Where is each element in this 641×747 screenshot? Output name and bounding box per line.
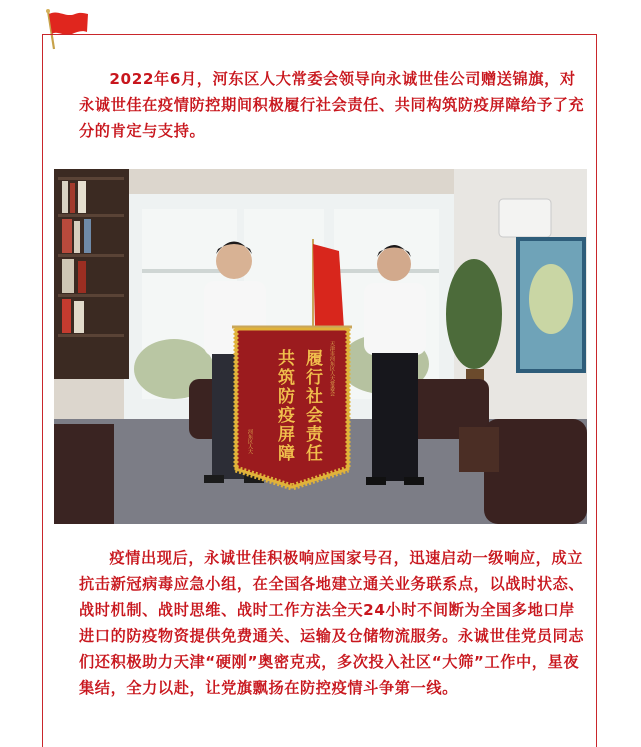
banner-text-line-2: 共筑防疫屏障 <box>274 349 294 463</box>
banner-text-line-1: 履行社会责任 <box>302 349 322 463</box>
svg-text:天津市河东区人大常委会: 天津市河东区人大常委会 <box>329 341 335 396</box>
body-paragraph: 疫情出现后，永诚世佳积极响应国家号召，迅速启动一级响应，成立抗击新冠病毒应急小组，在全国各地建立通关业务联系点，以战时状态、战时机制、战时思维、战时工作方法全天24小时不间断为全国多地口岸进口的防疫物资提供免费通关、运输及仓储物流服务。永诚世佳党员同志们还积极助力天津“硬刚”奥密克戎，多次投入社区“大筛”工作中，星夜集结，全力以赴，让党旗飘扬在防控疫情斗争第一线。 <box>79 549 585 697</box>
svg-text:河东区人大: 河东区人大 <box>247 429 253 454</box>
intro-paragraph: 2022年6月，河东区人大常委会领导向永诚世佳公司赠送锦旗，对永诚世佳在疫情防控期间积极履行社会责任、共同构筑防疫屏障给予了充分的肯定与支持。 <box>79 70 585 140</box>
banner-presentation-photo <box>54 169 587 524</box>
